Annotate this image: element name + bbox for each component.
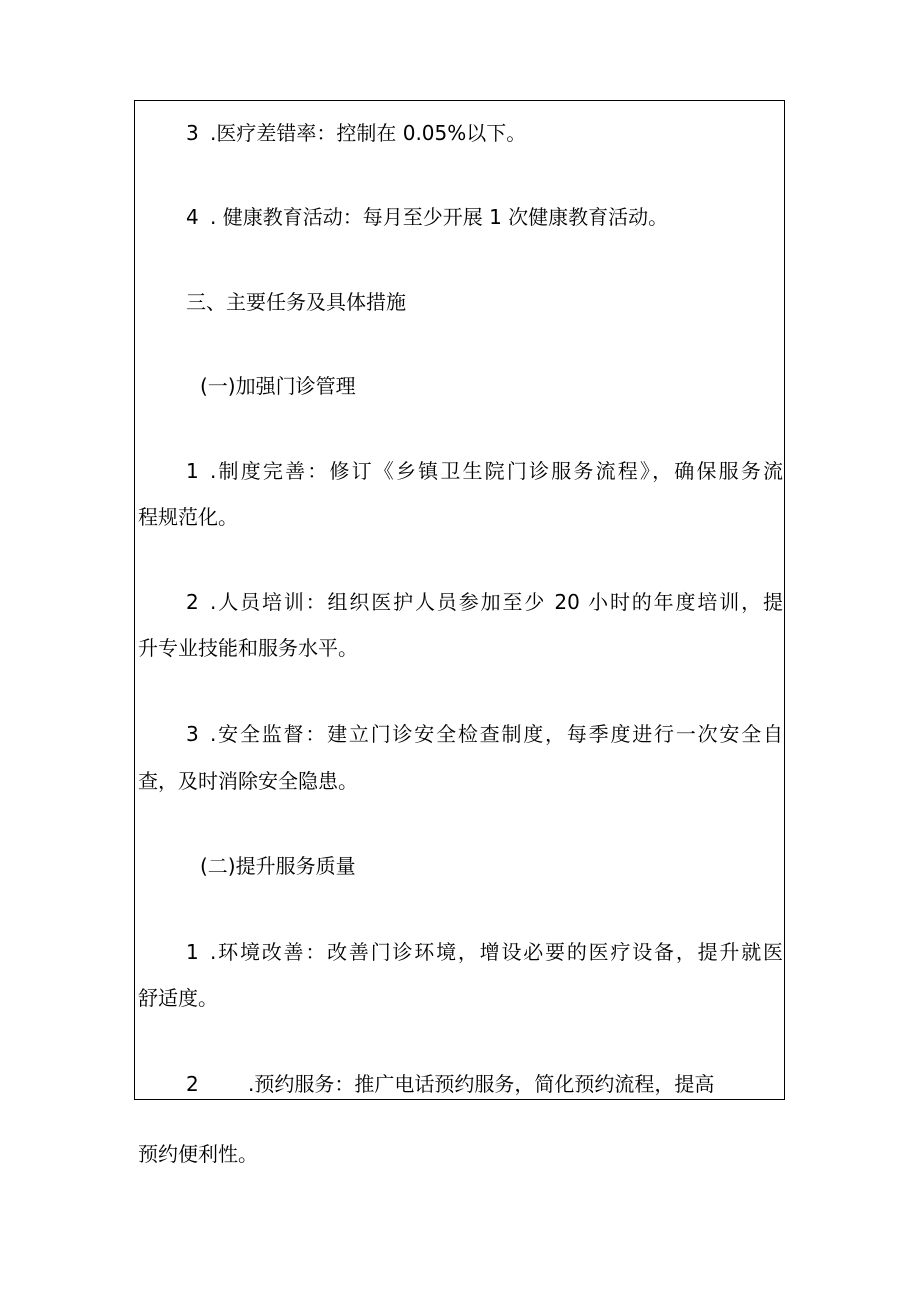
text-line-item3-b: 查，及时消除安全隐患。 — [138, 769, 358, 793]
item-text: .人员培训：组织医护人员参加至少 20 小时的年度培训，提 — [210, 590, 783, 614]
text-line-s2-item2-b: 预约便利性。 — [138, 1142, 258, 1166]
item-text: .环境改善：改善门诊环境，增设必要的医疗设备，提升就医 — [210, 940, 783, 964]
text-line-s2-item1-a — [186, 939, 783, 965]
item-text: . 健康教育活动：每月至少开展 1 次健康教育活动。 — [210, 205, 669, 229]
item-number: 3 — [186, 121, 199, 145]
item-number: 2 — [186, 590, 199, 614]
item-number: 4 — [186, 205, 199, 229]
subsection-heading-2: (二)提升服务质量 — [200, 854, 356, 878]
item-text: .制度完善：修订《乡镇卫生院门诊服务流程》，确保服务流 — [210, 459, 783, 483]
section-heading-3: 三、主要任务及具体措施 — [186, 290, 406, 314]
text-line-item2-b: 升专业技能和服务水平。 — [138, 636, 358, 660]
item-number: 1 — [186, 459, 199, 483]
item-text: .预约服务：推广电话预约服务，简化预约流程，提高 — [248, 1072, 715, 1096]
item-text: .安全监督：建立门诊安全检查制度，每季度进行一次安全自 — [210, 722, 783, 746]
item-number: 2 — [186, 1072, 199, 1096]
text-line-s2-item1-b: 舒适度。 — [138, 986, 218, 1010]
text-line-item3-a — [186, 721, 783, 747]
text-line-item1-a — [186, 458, 783, 484]
text-line-item1-b: 程规范化。 — [138, 505, 238, 529]
text-line-item2-a — [186, 589, 783, 615]
item-number: 3 — [186, 722, 199, 746]
item-text: .医疗差错率：控制在 0.05%以下。 — [210, 121, 527, 145]
text-line-2 — [186, 204, 668, 230]
subsection-heading-1: (一)加强门诊管理 — [200, 374, 356, 398]
text-line-1 — [186, 120, 526, 146]
item-number: 1 — [186, 940, 199, 964]
text-line-s2-item2-a — [186, 1071, 714, 1097]
